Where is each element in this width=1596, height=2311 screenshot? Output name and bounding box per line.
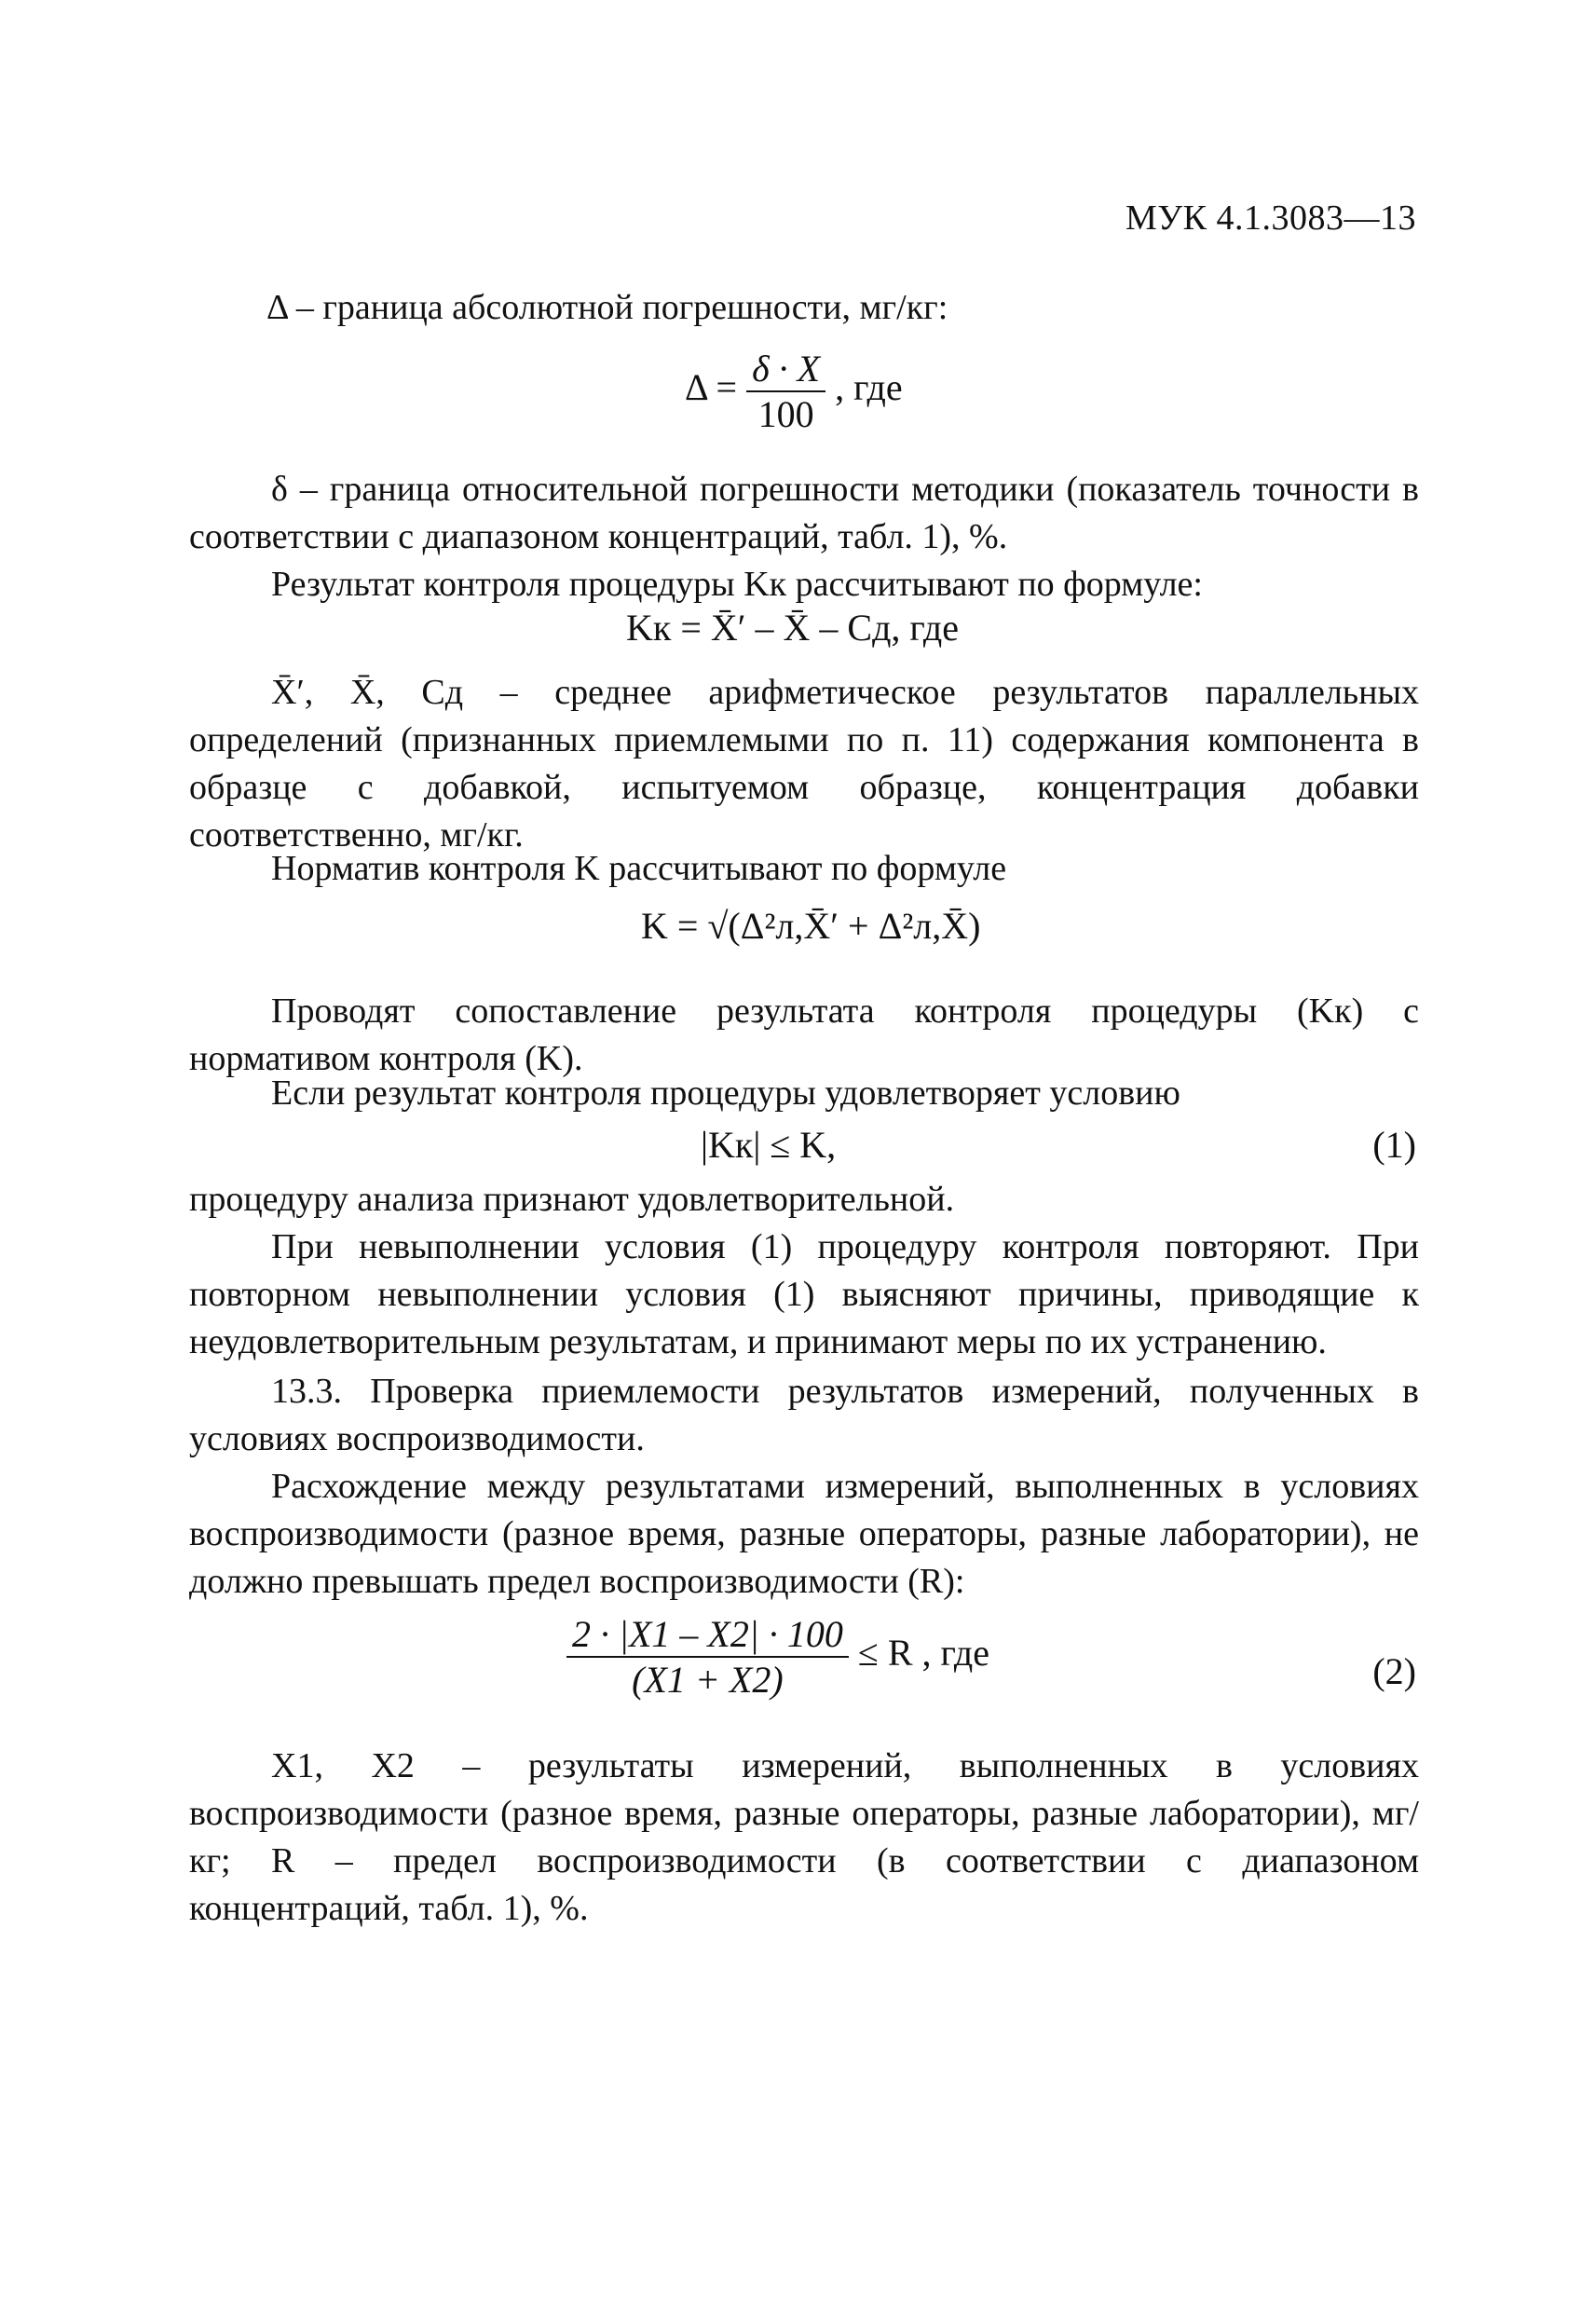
formula-2-numerator: 2 · |X1 – X2| · 100	[572, 1613, 843, 1655]
paragraph-delta-definition: Δ – граница абсолютной погрешности, мг/кг:	[266, 288, 948, 327]
document-code: МУК 4.1.3083—13	[1125, 198, 1416, 238]
paragraph-repeat: При невыполнении условия (1) процедуру контроля повторяют. При повторном невыполнении условия (1) выясняют причины, приводящие к неудовлетворительным результатам, и принимают меры по их устранению.	[189, 1227, 1419, 1361]
equation-number-2: (2)	[1372, 1650, 1416, 1692]
equation-number-1: (1)	[1372, 1124, 1416, 1166]
formula-2-rhs: ≤ R , где	[857, 1632, 990, 1675]
formula-delta-lhs: Δ =	[685, 366, 738, 409]
formula-condition-1: |Kк| ≤ K,	[701, 1124, 837, 1166]
formula-delta-numerator: δ · X	[752, 348, 821, 390]
formula-delta-fraction	[746, 347, 825, 436]
paragraph-comparison: Проводят сопоставление результата контроля процедуры (Kк) с нормативом контроля (K).	[189, 991, 1419, 1078]
paragraph-control-result: Результат контроля процедуры Kк рассчитывают по формуле:	[271, 565, 1203, 604]
formula-kk: Kк = X̄′ – X̄ – Cд, где	[626, 607, 959, 649]
formula-delta	[685, 347, 903, 436]
paragraph-satisfactory: процедуру анализа признают удовлетворительной.	[189, 1180, 955, 1219]
formula-delta-denominator: 100	[746, 390, 825, 436]
formula-reproducibility	[566, 1612, 989, 1702]
paragraph-mean-definitions: X̄′, X̄, Cд – среднее арифметическое результатов параллельных определений (признанных приемлемыми по п. 11) содержания компонента в образце с добавкой, испытуемом образце, концентрация добавки соответственно, мг/кг.	[189, 673, 1419, 855]
paragraph-relative-error: δ – граница относительной погрешности методики (показатель точности в соответствии с диапазоном концентраций, табл. 1), %.	[189, 470, 1419, 556]
paragraph-x1-x2: X1, X2 – результаты измерений, выполненных в условиях воспроизводимости (разное время, разные операторы, разные лаборатории), мг/кг;	[189, 1746, 1419, 1880]
section-13-3-heading: 13.3. Проверка приемлемости результатов измерений, полученных в условиях воспроизводимости.	[189, 1372, 1419, 1458]
paragraph-reproducibility: Расхождение между результатами измерений, выполненных в условиях воспроизводимости (разное время, разные операторы, разные лаборатории), не должно превышать предел воспроизводимости (R):	[189, 1467, 1419, 1601]
paragraph-control-standard: Норматив контроля K рассчитывают по формуле	[271, 849, 1007, 888]
formula-delta-where: , где	[835, 366, 903, 409]
formula-2-fraction	[566, 1612, 849, 1702]
paragraph-condition: Если результат контроля процедуры удовлетворяет условию	[271, 1073, 1180, 1113]
formula-2-denominator: (X1 + X2)	[566, 1656, 849, 1702]
formula-k: K = √(Δ²л,X̄′ + Δ²л,X̄)	[641, 905, 981, 947]
paragraph-r-definition: R – предел воспроизводимости (в соответствии с диапазоном концентраций, табл. 1), %.	[189, 1841, 1419, 1928]
